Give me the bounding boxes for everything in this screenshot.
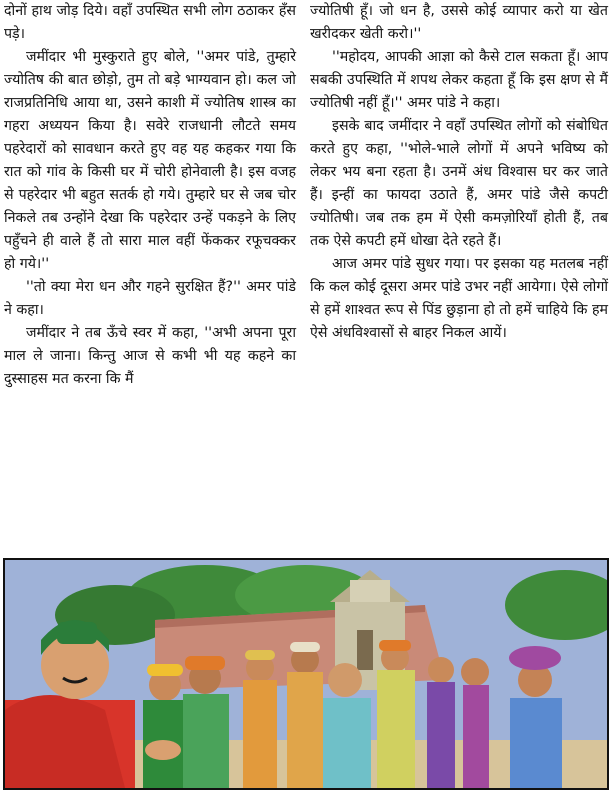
paragraph: ज्योतिषी हूँ। जो धन है, उससे कोई व्यापार करो या खेत खरीदकर खेती करो।''	[310, 3, 608, 42]
paragraph: ''महोदय, आपकी आज्ञा को कैसे टाल सकता हूँ। आप सबकी उपस्थिति में शपथ लेकर कहता हूँ कि इस क्षण से मैं ज्योतिषी नहीं हूँ।'' अमर पांडे ने कहा।	[310, 49, 608, 111]
paragraph: आज अमर पांडे सुधर गया। पर इसका यह मतलब नहीं कि कल कोई दूसरा अमर पांडे उभर नहीं आयेगा। ऐसे लोगों से हमें शाश्वत रूप से पिंड छुड़ाना हो तो हमें चाहिये कि हम ऐसे अंधविश्वासों से बाहर निकल आयें।	[310, 256, 608, 341]
paragraph: दोनों हाथ जोड़ दिये। वहाँ उपस्थित सभी लोग ठठाकर हँस पड़े।	[4, 3, 296, 42]
right-text-column	[310, 0, 608, 345]
paragraph: ''तो क्या मेरा धन और गहने सुरक्षित हैं?'' अमर पांडे ने कहा।	[4, 279, 296, 318]
left-text-column	[4, 0, 296, 391]
paragraph: इसके बाद जमींदार ने वहाँ उपस्थित लोगों को संबोधित करते हुए कहा, ''भोले-भाले लोगों में अपने भविष्य को लेकर भय बना रहता है। उनमें अंध विश्वास घर कर जाते हैं। इन्हीं का फायदा उठाते हैं, अमर पांडे जैसे कपटी ज्योतिषी। जब तक हम में ऐसी कमज़ोरियाँ होती हैं, तब तक ऐसे कपटी हमें धोखा देते रहते हैं।	[310, 118, 608, 249]
story-illustration	[3, 558, 609, 790]
paragraph: जमींदार ने तब ऊँचे स्वर में कहा, ''अभी अपना पूरा माल ले जाना। किन्तु आज से कभी भी यह कहने का दुस्साहस मत करना कि मैं	[4, 325, 296, 387]
paragraph: जमींदार भी मुस्कुराते हुए बोले, ''अमर पांडे, तुम्हारे ज्योतिष की बात छोड़ो, तुम तो बड़े भाग्यवान हो। कल जो राजप्रतिनिधि आया था, उसने काशी में ज्योतिष शास्त्र का गहरा अध्ययन किया है। सवेरे राजधानी लौटते समय पहरेदारों को सावधान करते हुए वह यह कहकर गया कि रात को गांव के किसी घर में चोरी होनेवाली है। इस वजह से पहरेदार भी बहुत सतर्क हो गये। तुम्हारे घर से जब चोर निकले तब उन्होंने देखा कि पहरेदार उन्हें पकड़ने के लिए पहुँचने ही वाले हैं तो सारा माल वहीं फेंककर रफूचक्कर हो गये।''	[4, 49, 296, 272]
